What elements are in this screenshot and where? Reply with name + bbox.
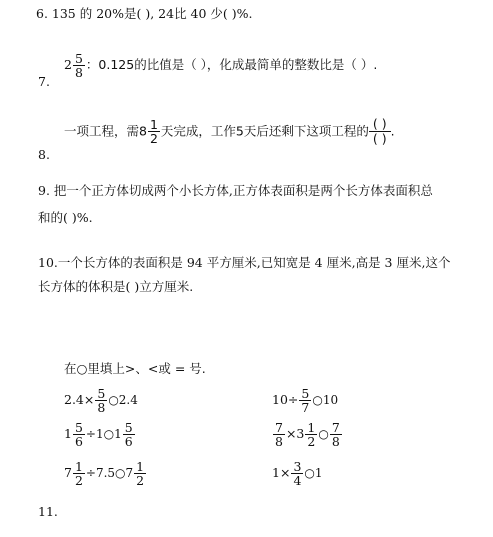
q11-item-6-fraction <box>291 460 303 487</box>
question-8 <box>64 117 395 147</box>
q7-whole: 2 <box>64 57 72 73</box>
q8-post: 天完成，工作5天后还剩下这项工程的 <box>160 123 369 139</box>
question-7-number: 7. <box>38 74 50 89</box>
numerator: 5 <box>124 420 133 435</box>
q11-item-3-fraction-1 <box>73 421 85 448</box>
q7-fraction <box>73 52 85 79</box>
denominator: 8 <box>97 400 106 416</box>
denominator: 8 <box>331 434 340 450</box>
denominator: 8 <box>275 434 283 450</box>
q11-item-2-left: 10÷ <box>272 392 299 408</box>
q11-item-4-fraction-3 <box>330 421 342 448</box>
question-8-number: 8. <box>38 147 50 162</box>
numerator: 7 <box>331 420 340 435</box>
q11-item-3-whole: 1 <box>64 426 72 442</box>
q11-item-1-right: ○2.4 <box>108 393 138 408</box>
q11-item-4 <box>272 421 343 448</box>
question-11-number: 11. <box>38 504 58 519</box>
q8-denominator: 2 <box>149 131 158 147</box>
q11-item-2 <box>272 387 338 414</box>
q11-item-4-circle: ○ <box>318 427 329 442</box>
denominator: 2 <box>307 434 316 450</box>
question-6 <box>36 4 253 22</box>
question-9-line-1: 9. 把一个正方体切成两个小长方体,正方体表面积是两个长方体表面积总 <box>38 183 433 198</box>
q7-rest: ：0.125的比值是（ ），化成最简单的整数比是（ ）. <box>85 57 378 73</box>
q11-item-1-left: 2.4× <box>64 392 95 408</box>
q8-blank-numerator: ( ) <box>369 117 391 132</box>
question-9-line-2: 和的( )%. <box>38 210 93 225</box>
q8-end: . <box>390 123 395 139</box>
q11-item-2-right: ○10 <box>312 393 339 408</box>
question-7 <box>64 52 377 79</box>
q8-fraction <box>148 118 160 145</box>
q11-item-3 <box>64 421 136 448</box>
numerator: 1 <box>136 459 145 474</box>
q7-numerator: 5 <box>74 51 83 66</box>
denominator: 2 <box>74 473 83 489</box>
numerator: 5 <box>74 420 83 435</box>
q11-item-5-fraction-2 <box>134 460 146 487</box>
q11-item-6-right: ○1 <box>304 466 323 481</box>
numerator: 7 <box>275 420 283 435</box>
denominator: 7 <box>301 400 310 416</box>
question-10-line-2: 长方体的体积是( )立方厘米. <box>38 279 194 294</box>
q11-item-3-fraction-2 <box>123 421 135 448</box>
q11-item-6 <box>272 460 323 487</box>
denominator: 2 <box>136 473 145 489</box>
question-6-text: 6. 135 的 20%是( ), 24比 40 少( )%. <box>36 6 253 21</box>
q11-item-3-middle: ÷1○1 <box>85 427 122 442</box>
q8-pre: 一项工程，需8 <box>64 123 147 139</box>
q11-item-5-whole: 7 <box>64 465 72 481</box>
q11-item-5 <box>64 460 147 487</box>
q11-item-4-fraction-2 <box>305 421 317 448</box>
question-10-line-1: 10.一个长方体的表面积是 94 平方厘米,已知宽是 4 厘米,高是 3 厘米,这个 <box>38 255 451 270</box>
q11-item-5-fraction-1 <box>73 460 85 487</box>
numerator: 3 <box>293 459 302 474</box>
numerator: 5 <box>301 386 310 401</box>
numerator: 1 <box>74 459 83 474</box>
q11-item-4-middle: ×3 <box>285 426 305 442</box>
q7-denominator: 8 <box>74 65 83 81</box>
denominator: 4 <box>293 473 302 489</box>
denominator: 6 <box>124 434 133 450</box>
numerator: 5 <box>97 386 106 401</box>
q11-item-4-fraction-1 <box>273 421 285 448</box>
question-11-instruction: 在○里填上>、<或 = 号. <box>64 361 206 376</box>
q11-item-2-fraction <box>299 387 311 414</box>
q8-answer-fraction <box>369 117 391 147</box>
numerator: 1 <box>307 420 316 435</box>
q11-item-5-middle: ÷7.5○7 <box>85 466 134 481</box>
q11-item-6-left: 1× <box>272 465 291 481</box>
q8-blank-denominator: ( ) <box>372 131 387 147</box>
denominator: 6 <box>74 434 83 450</box>
q11-item-1-fraction <box>95 387 107 414</box>
q8-numerator: 1 <box>149 117 158 133</box>
q11-item-1 <box>64 387 138 414</box>
